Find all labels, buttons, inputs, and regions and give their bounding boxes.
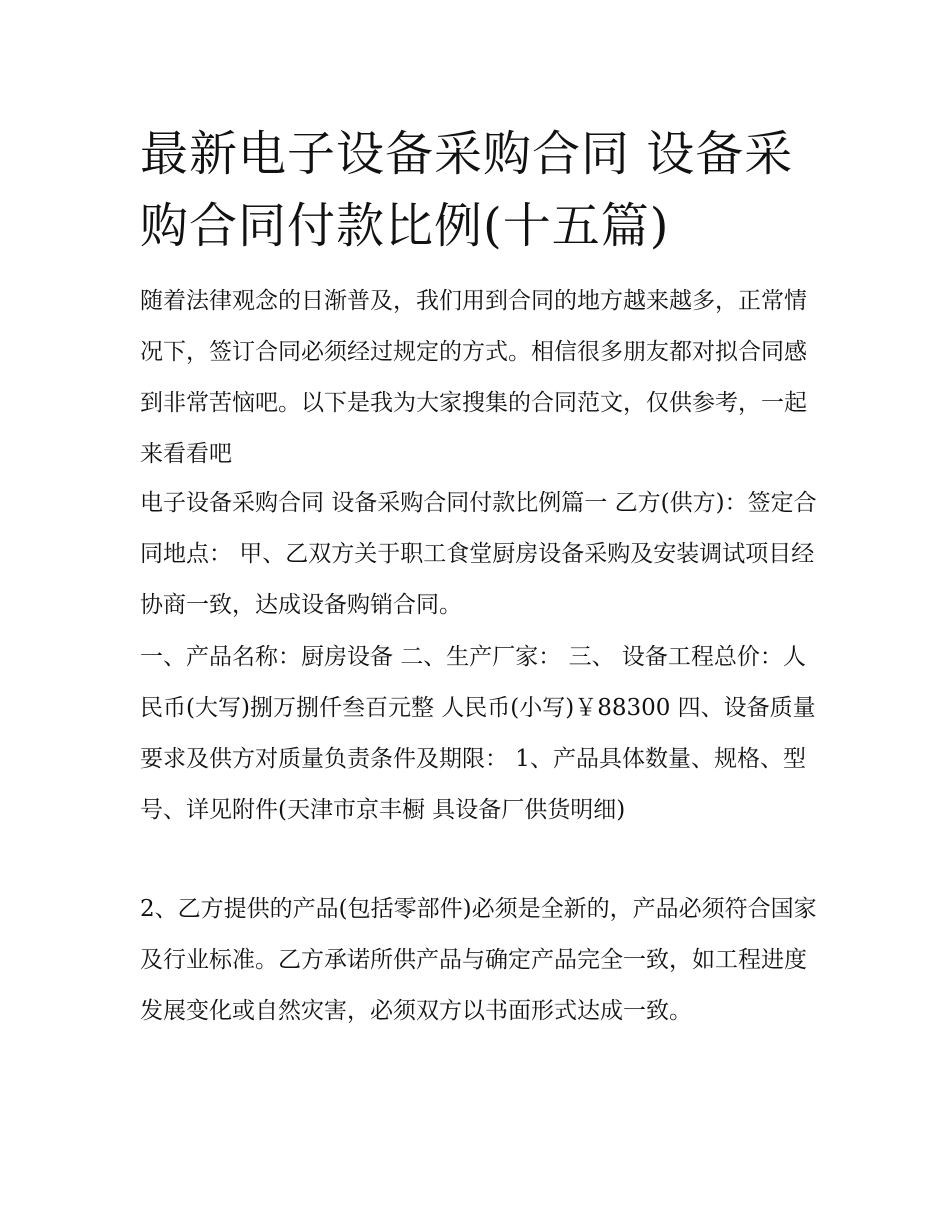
document-title: 最新电子设备采购合同 设备采购合同付款比例(十五篇) [140, 126, 794, 254]
product-terms-paragraph: 一、产品名称：厨房设备 二、生产厂家： 三、 设备工程总价：人民币(大写)捌万捌仟叁百元整 人民币(小写)￥88300 四、设备质量要求及供方对质量负责条件及期限： 1、产品具体数量、规格、型号、详见附件(天津市京丰橱 具设备厂供货明细) [140, 644, 816, 823]
contract-parties-paragraph: 电子设备采购合同 设备采购合同付款比例篇一 乙方(供方)：签定合同地点： 甲、乙双方关于职工食堂厨房设备采购及安装调试项目经协商一致，达成设备购销合同。 [140, 490, 817, 618]
quality-terms-paragraph: 2、乙方提供的产品(包括零部件)必须是全新的，产品必须符合国家及行业标准。乙方承诺所供产品与确定产品完全一致，如工程进度发展变化或自然灾害，必须双方以书面形式达成一致。 [140, 896, 817, 1024]
intro-paragraph: 随着法律观念的日渐普及，我们用到合同的地方越来越多，正常情况下，签订合同必须经过规定的方式。相信很多朋友都对拟合同感到非常苦恼吧。以下是我为大家搜集的合同范文，仅供参考，一起来看看吧 [140, 288, 807, 467]
